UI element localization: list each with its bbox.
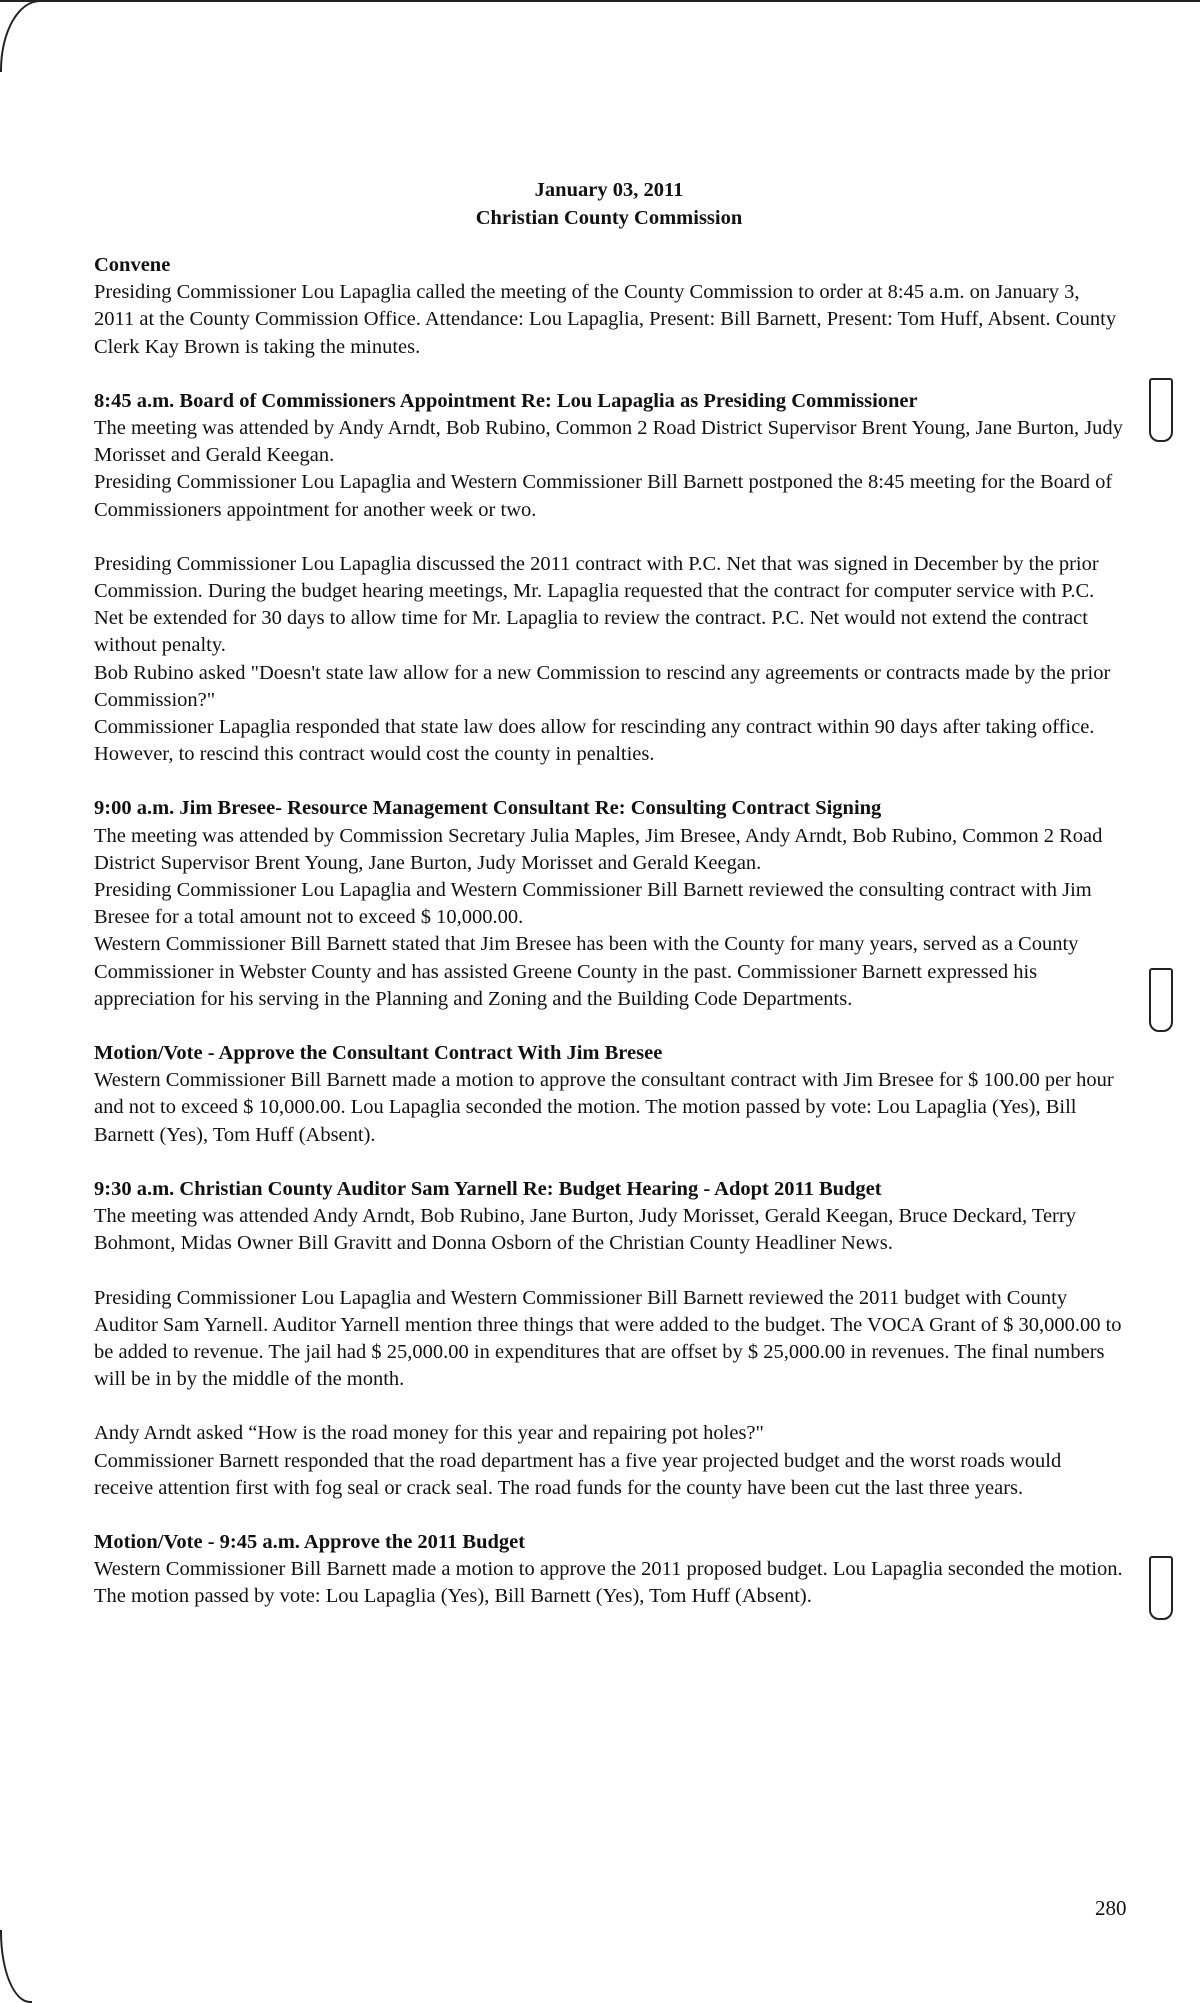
scan-corner-top-left bbox=[0, 0, 42, 72]
section-paragraph: The meeting was attended by Andy Arndt, Bob Rubino, Common 2 Road District Supervisor Brent Young, Jane Burton, Judy Morisset and Gerald Keegan. bbox=[94, 417, 1123, 467]
section-paragraph: Western Commissioner Bill Barnett stated that Jim Bresee has been with the County for many years, served as a County Commissioner in Webster County and has assisted Greene County in the past. Commissioner Barnett expressed his appreciation for his serving in the Planning and Zoning and the Building Code Departments. bbox=[94, 933, 1079, 1010]
punch-hole-top bbox=[1149, 378, 1173, 442]
minutes-section bbox=[94, 1176, 1124, 1502]
section-paragraph: The meeting was attended Andy Arndt, Bob Rubino, Jane Burton, Judy Morisset, Gerald Keegan, Bruce Deckard, Terry Bohmont, Midas Owner Bill Gravitt and Donna Osborn of the Christian County Headliner News. bbox=[94, 1205, 1076, 1255]
section-heading: Motion/Vote - Approve the Consultant Contract With Jim Bresee bbox=[94, 1042, 663, 1065]
punch-hole-middle bbox=[1149, 968, 1173, 1032]
minutes-section bbox=[94, 1040, 1124, 1149]
minutes-sections bbox=[94, 252, 1124, 1611]
section-heading: Convene bbox=[94, 254, 171, 276]
section-heading: Motion/Vote - 9:45 a.m. Approve the 2011 Budget bbox=[94, 1530, 526, 1553]
document-header bbox=[94, 176, 1124, 232]
document-title: Christian County Commission bbox=[475, 207, 743, 229]
paragraph-gap bbox=[94, 1258, 1124, 1285]
section-paragraph: Andy Arndt asked “How is the road money for this year and repairing pot holes?" bbox=[94, 1422, 764, 1445]
section-paragraph: Western Commissioner Bill Barnett made a motion to approve the consultant contract with Jim Bresee for $ 100.00 per hour and not to exceed $ 10,000.00. Lou Lapaglia seconded the motion. The motion passed by vote: Lou Lapaglia (Yes), Bill Barnett (Yes), Tom Huff (Absent). bbox=[94, 1069, 1114, 1146]
scan-top-edge bbox=[0, 0, 1200, 5]
section-paragraph: Commissioner Barnett responded that the road department has a five year projected budget and the worst roads would receive attention first with fog seal or crack seal. The road funds for the county have been cut the last three years. bbox=[94, 1449, 1062, 1499]
section-paragraph: The meeting was attended by Commission Secretary Julia Maples, Jim Bresee, Andy Arndt, Bob Rubino, Common 2 Road District Supervisor Brent Young, Jane Burton, Judy Morisset and Gerald Keegan. bbox=[94, 824, 1103, 874]
section-paragraph: Bob Rubino asked "Doesn't state law allow for a new Commission to rescind any agreements or contracts made by the prior Commission?" bbox=[94, 661, 1111, 711]
section-heading: 9:00 a.m. Jim Bresee- Resource Management Consultant Re: Consulting Contract Signing bbox=[94, 797, 882, 820]
section-paragraph: Presiding Commissioner Lou Lapaglia and Western Commissioner Bill Barnett reviewed the 2011 budget with County Auditor Sam Yarnell. Auditor Yarnell mention three things that were added to the budget. The VOCA Grant of $ 30,000.00 to be added to revenue. The jail had $ 25,000.00 in expenditures that are offset by $ 25,000.00 in revenues. The final numbers will be in by the middle of the month. bbox=[94, 1286, 1122, 1391]
section-paragraph: Presiding Commissioner Lou Lapaglia and Western Commissioner Bill Barnett postponed the 8:45 meeting for the Board of Commissioners appointment for another week or two. bbox=[94, 471, 1113, 521]
page-number: 280 bbox=[1095, 1896, 1127, 1920]
minutes-section bbox=[94, 795, 1124, 1013]
section-paragraph: Presiding Commissioner Lou Lapaglia discussed the 2011 contract with P.C. Net that was signed in December by the prior Commission. During the budget hearing meetings, Mr. Lapaglia requested that the contract for computer service with P.C. Net be extended for 30 days to allow time for Mr. Lapaglia to review the contract. P.C. Net would not extend the contract without penalty. bbox=[94, 552, 1099, 657]
section-paragraph: Commissioner Lapaglia responded that state law does allow for rescinding any contract within 90 days after taking office. However, to rescind this contract would cost the county in penalties. bbox=[94, 716, 1095, 766]
minutes-section bbox=[94, 388, 1124, 769]
section-heading: 8:45 a.m. Board of Commissioners Appointment Re: Lou Lapaglia as Presiding Commissioner bbox=[94, 389, 918, 412]
minutes-section bbox=[94, 1529, 1124, 1611]
paragraph-gap bbox=[94, 524, 1124, 551]
section-paragraph: Presiding Commissioner Lou Lapaglia and Western Commissioner Bill Barnett reviewed the consulting contract with Jim Bresee for a total amount not to exceed $ 10,000.00. bbox=[94, 879, 1092, 929]
section-paragraph: Western Commissioner Bill Barnett made a motion to approve the 2011 proposed budget. Lou Lapaglia seconded the motion. The motion passed by vote: Lou Lapaglia (Yes), Bill Barnett (Yes), Tom Huff (Absent). bbox=[94, 1558, 1123, 1608]
minutes-section bbox=[94, 252, 1124, 361]
punch-hole-bottom bbox=[1149, 1556, 1173, 1620]
scan-corner-bottom-left bbox=[0, 1930, 32, 2003]
document-date: January 03, 2011 bbox=[534, 179, 684, 201]
section-paragraph: Presiding Commissioner Lou Lapaglia called the meeting of the County Commission to order at 8:45 a.m. on January 3, 2011 at the County Commission Office. Attendance: Lou Lapaglia, Present: Bill Barnett, Present: Tom Huff, Absent. County Clerk Kay Brown is taking the minutes. bbox=[94, 281, 1117, 358]
section-heading: 9:30 a.m. Christian County Auditor Sam Yarnell Re: Budget Hearing - Adopt 2011 Budget bbox=[94, 1177, 882, 1200]
paragraph-gap bbox=[94, 1393, 1124, 1420]
document-body bbox=[94, 176, 1124, 1638]
